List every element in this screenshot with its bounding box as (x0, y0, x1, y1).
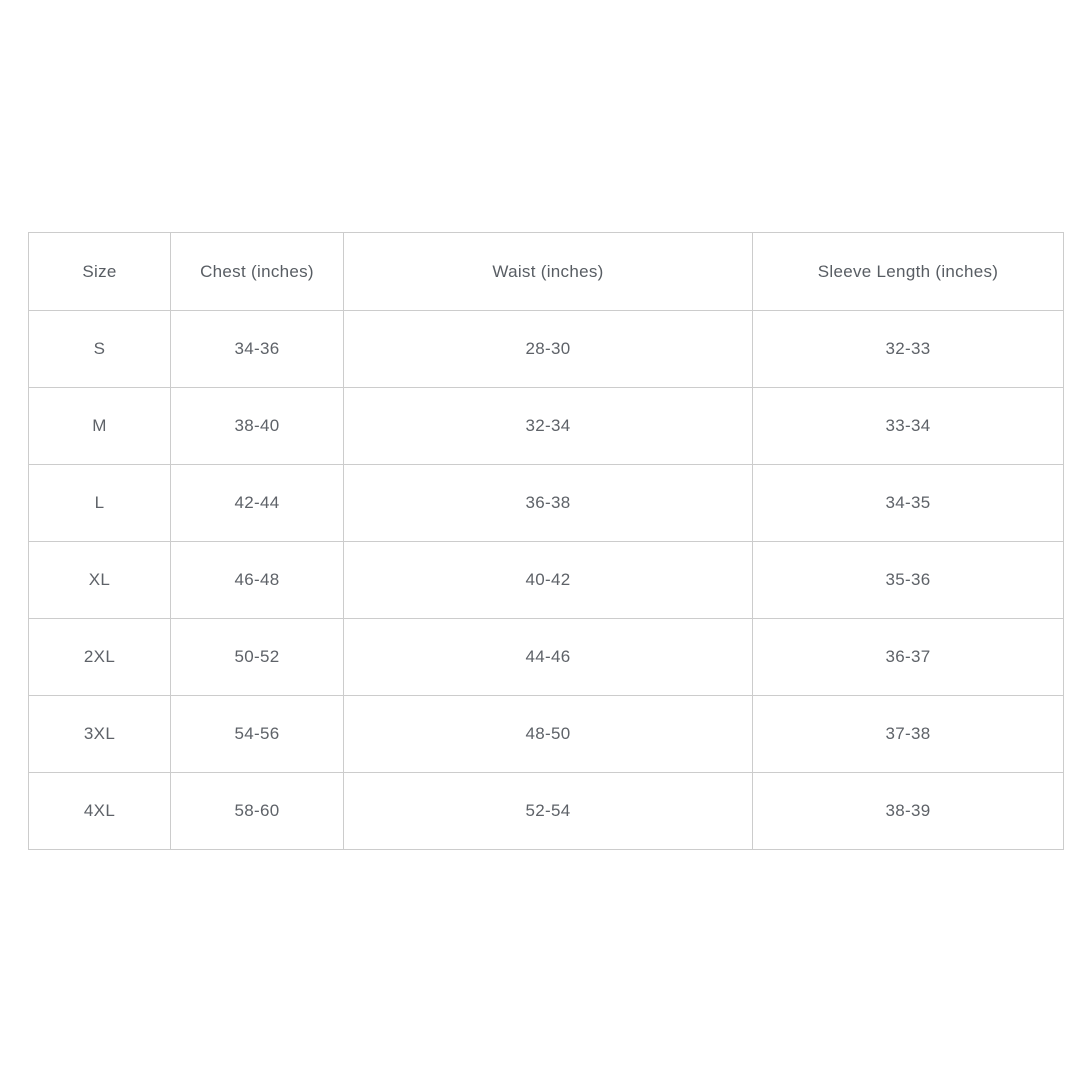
table-row-l (29, 465, 1064, 542)
chest-value: 42-44 (171, 465, 344, 542)
table-row-4xl (29, 773, 1064, 850)
size-label: 2XL (29, 619, 171, 696)
table-row-m (29, 388, 1064, 465)
waist-value: 28-30 (344, 311, 753, 388)
waist-value: 44-46 (344, 619, 753, 696)
size-label: M (29, 388, 171, 465)
chest-value: 46-48 (171, 542, 344, 619)
column-header-waist: Waist (inches) (344, 233, 753, 311)
size-label: S (29, 311, 171, 388)
table-row-s (29, 311, 1064, 388)
column-header-sleeve: Sleeve Length (inches) (753, 233, 1064, 311)
sleeve-value: 35-36 (753, 542, 1064, 619)
waist-value: 52-54 (344, 773, 753, 850)
column-header-chest: Chest (inches) (171, 233, 344, 311)
size-chart-table (28, 232, 1064, 850)
chest-value: 38-40 (171, 388, 344, 465)
waist-value: 32-34 (344, 388, 753, 465)
waist-value: 36-38 (344, 465, 753, 542)
sleeve-value: 32-33 (753, 311, 1064, 388)
sleeve-value: 37-38 (753, 696, 1064, 773)
table-row-xl (29, 542, 1064, 619)
size-label: 4XL (29, 773, 171, 850)
size-label: XL (29, 542, 171, 619)
chest-value: 54-56 (171, 696, 344, 773)
column-header-size: Size (29, 233, 171, 311)
sleeve-value: 33-34 (753, 388, 1064, 465)
size-label: 3XL (29, 696, 171, 773)
header-row (29, 233, 1064, 311)
waist-value: 48-50 (344, 696, 753, 773)
chest-value: 50-52 (171, 619, 344, 696)
waist-value: 40-42 (344, 542, 753, 619)
chest-value: 58-60 (171, 773, 344, 850)
size-label: L (29, 465, 171, 542)
table-row-3xl (29, 696, 1064, 773)
sleeve-value: 36-37 (753, 619, 1064, 696)
table-row-2xl (29, 619, 1064, 696)
sleeve-value: 34-35 (753, 465, 1064, 542)
sleeve-value: 38-39 (753, 773, 1064, 850)
chest-value: 34-36 (171, 311, 344, 388)
